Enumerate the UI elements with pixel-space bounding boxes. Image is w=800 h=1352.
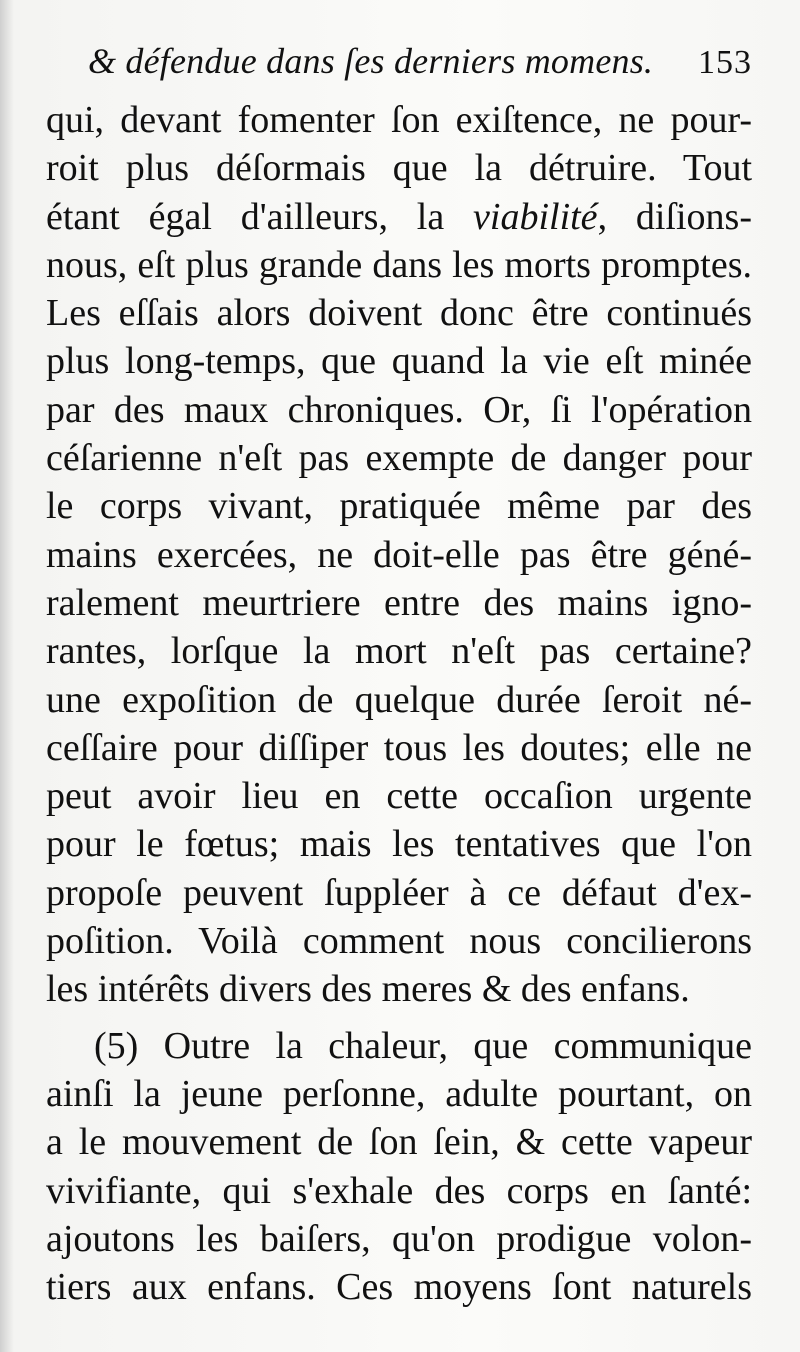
text-line: ceſſaire pour diſſiper tous les doutes; elle ne: [46, 726, 752, 769]
text-line: le corps vivant, pratiquée même par des: [46, 485, 752, 528]
text-line: vivifiante, qui s'exhale des corps en ſanté:: [46, 1169, 752, 1212]
text-line: ajoutons les baiſers, qu'on prodigue volon-: [46, 1217, 752, 1260]
text-line: les intérêts divers des meres & des enfans.: [46, 968, 690, 1011]
text-line: nous, eſt plus grande dans les morts promptes.: [46, 243, 752, 286]
text-line: (5) Outre la chaleur, que communique: [94, 1024, 752, 1067]
text-line: une expoſition de quelque durée ſeroit né-: [46, 678, 752, 721]
page-number: 153: [698, 44, 752, 81]
text-line: qui, devant fomenter ſon exiſtence, ne pour-: [46, 99, 752, 141]
text-line: céſarienne n'eſt pas exempte de danger pour: [46, 437, 752, 480]
text-line: tiers aux enfans. Ces moyens ſont naturels: [46, 1266, 752, 1309]
text-line: pour le fœtus; mais les tentatives que l'on: [46, 823, 752, 866]
text-line: rantes, lorſque la mort n'eſt pas certaine?: [46, 630, 752, 673]
paragraph-gap: [46, 1014, 752, 1022]
text-line: propoſe peuvent ſuppléer à ce défaut d'ex-: [46, 871, 752, 914]
text-line: mains exercées, ne doit-elle pas être géné-: [46, 533, 752, 576]
text-line: a le mouvement de ſon ſein, & cette vapeur: [46, 1121, 752, 1164]
text-line: étant égal d'ailleurs, la viabilité, diſions-: [46, 195, 752, 238]
text-line: poſition. Voilà comment nous concilierons: [46, 920, 752, 963]
text-line: peut avoir lieu en cette occaſion urgente: [46, 775, 752, 818]
text-line: Les eſſais alors doivent donc être continués: [46, 292, 752, 335]
body-text: [46, 96, 752, 1311]
paragraph-1: [46, 96, 752, 1014]
text-line: par des maux chroniques. Or, ſi l'opération: [46, 388, 752, 431]
text-line: roit plus déſormais que la détruire. Tout: [46, 147, 752, 190]
paragraph-2: [46, 1022, 752, 1312]
running-head: & défendue dans ſes derniers momens.: [88, 41, 654, 81]
text-line: ainſi la jeune perſonne, adulte pourtant, on: [46, 1072, 752, 1115]
italic-term: viabilité: [473, 195, 598, 238]
page-header: [88, 40, 752, 96]
text-line: plus long-temps, que quand la vie eſt minée: [46, 340, 752, 383]
text-line: ralement meurtriere entre des mains igno-: [46, 581, 752, 624]
